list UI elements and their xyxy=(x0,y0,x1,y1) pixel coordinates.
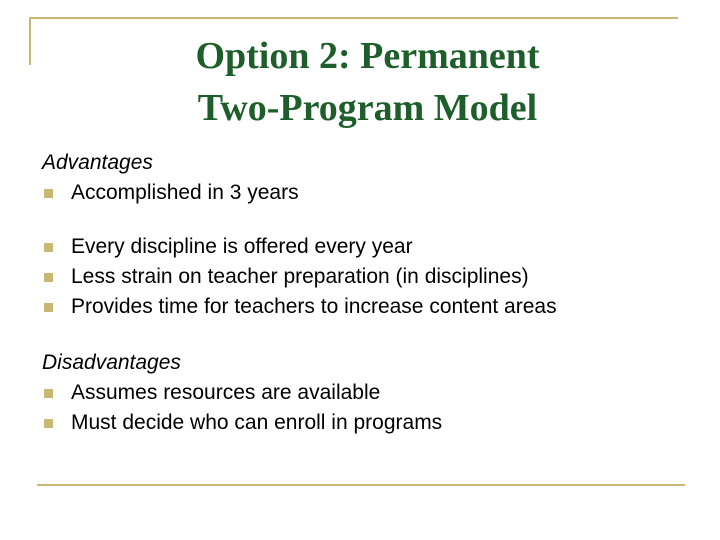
advantages-heading: Advantages xyxy=(42,151,153,174)
list-item-text: Less strain on teacher preparation (in disciplines) xyxy=(71,265,529,288)
slide-title xyxy=(0,30,720,134)
advantages-list-1 xyxy=(42,178,702,208)
square-bullet-icon xyxy=(44,419,53,428)
advantages-list-2 xyxy=(42,232,702,322)
square-bullet-icon xyxy=(44,389,53,398)
list-item xyxy=(42,292,702,322)
list-item-text: Accomplished in 3 years xyxy=(71,181,299,204)
square-bullet-icon xyxy=(44,243,53,252)
spacer xyxy=(42,208,702,232)
list-item xyxy=(42,232,702,262)
slide-body xyxy=(42,148,702,438)
list-item xyxy=(42,408,702,438)
square-bullet-icon xyxy=(44,303,53,312)
list-item xyxy=(42,262,702,292)
disadvantages-heading: Disadvantages xyxy=(42,351,181,374)
list-item-text: Provides time for teachers to increase content areas xyxy=(71,295,557,318)
title-line-1: Option 2: Permanent xyxy=(195,35,540,77)
list-item-text: Assumes resources are available xyxy=(71,381,381,404)
title-line-2: Two-Program Model xyxy=(197,87,538,129)
top-border-line xyxy=(30,17,678,19)
list-item-text: Must decide who can enroll in programs xyxy=(71,411,443,434)
list-item xyxy=(42,178,702,208)
bottom-border-line xyxy=(37,484,685,486)
square-bullet-icon xyxy=(44,189,53,198)
list-item xyxy=(42,378,702,408)
spacer xyxy=(42,322,702,348)
list-item-text: Every discipline is offered every year xyxy=(71,235,413,258)
square-bullet-icon xyxy=(44,273,53,282)
disadvantages-list xyxy=(42,378,702,438)
